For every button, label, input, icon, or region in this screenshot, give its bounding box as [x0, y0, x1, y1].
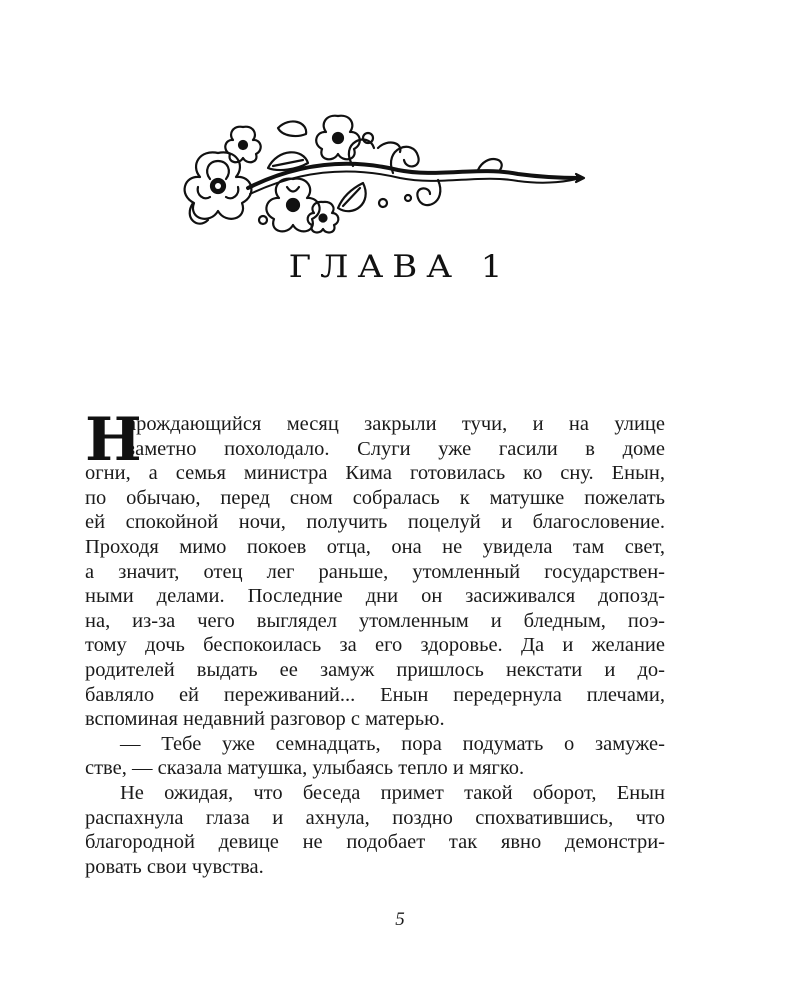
drop-cap: Н: [85, 405, 142, 475]
text-line: заметно похолодало. Слуги уже гасили в доме: [127, 437, 665, 460]
dialogue-line: — Тебе уже семнадцать, пора подумать о замуже-: [120, 732, 665, 755]
text-line: тому дочь беспокоилась за его здоровье. Да и желание: [85, 634, 665, 657]
text-line: ей спокойной ночи, получить поцелуй и благословение.: [85, 511, 665, 534]
chapter-title: ГЛАВА 1: [288, 248, 512, 286]
text-line: арождающийся месяц закрыли тучи, и на улице: [127, 413, 665, 435]
page-number: 5: [395, 909, 405, 930]
chapter-body-text: [85, 405, 665, 879]
text-line: Не ожидая, что беседа примет такой оборот, Енын: [120, 781, 665, 804]
text-line: родителей выдать ее замуж пришлось некстати и до-: [85, 658, 665, 681]
text-line: ными делами. Последние дни он засиживался допозд-: [85, 585, 665, 608]
text-line: ровать свои чувства.: [85, 855, 264, 878]
text-line: вспоминая недавний разговор с матерью.: [85, 708, 445, 731]
text-line: а значит, отец лег раньше, утомленный государствен-: [85, 560, 665, 583]
text-line: стве, — сказала матушка, улыбаясь тепло и мягко.: [85, 757, 525, 780]
text-line: на, из-за чего выглядел утомленным и бледным, поэ-: [85, 609, 665, 632]
text-line: по обычаю, перед сном собралась к матушке пожелать: [85, 486, 665, 509]
text-line: распахнула глаза и ахнула, поздно спохватившись, что: [85, 806, 665, 829]
text-line: огни, а семья министра Кима готовилась ко сну. Енын,: [85, 462, 665, 485]
text-line: бавляло ей переживаний... Енын передернула плечами,: [85, 683, 665, 706]
text-line: благородной девице не подобает так явно демонстри-: [85, 831, 665, 854]
text-line: Проходя мимо покоев отца, она не увидела там свет,: [85, 535, 665, 558]
flower-hairpin-ornament-icon: [178, 108, 588, 238]
